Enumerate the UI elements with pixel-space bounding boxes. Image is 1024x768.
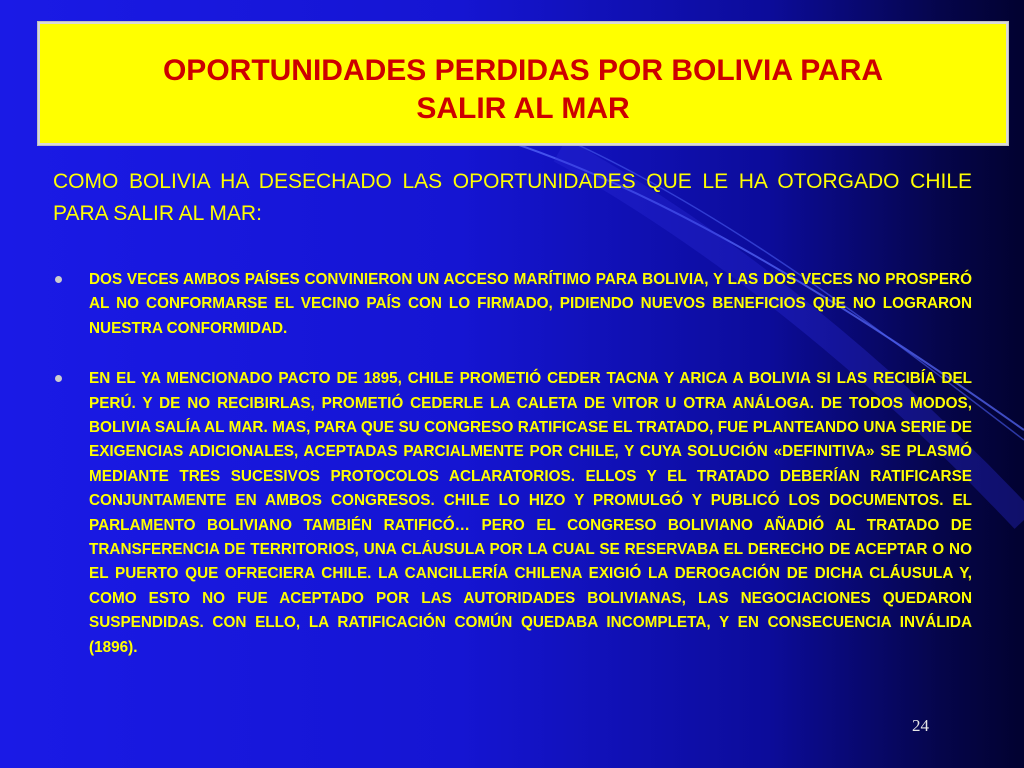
bullet-text: EN EL YA MENCIONADO PACTO DE 1895, CHILE PROMETIÓ CEDER TACNA Y ARICA A BOLIVIA SI LAS RECIBÍA DEL PERÚ. Y DE NO RECIBIRLAS, PROMETIÓ CEDERLE LA CALETA DE VITOR U OTRA ANÁLOGA. DE TODOS MODOS, BOLIVIA SALÍA AL MAR. MAS, PARA QUE SU CONGRESO RATIFICASE EL TRATADO, FUE PLANTEANDO UNA SERIE DE EXIGENCIAS ADICIONALES, ACEPTADAS PARCIALMENTE POR CHILE, Y CUYA SOLUCIÓN «DEFINITIVA» SE PLASMÓ MEDIANTE TRES SUCESIVOS PROTOCOLOS ACLARATORIOS. ELLOS Y EL TRATADO DEBERÍAN RATIFICARSE CONJUNTAMENTE EN AMBOS CONGRESOS. CHILE LO HIZO Y PROMULGÓ Y PUBLICÓ LOS DOCUMENTOS. EL PARLAMENTO BOLIVIANO TAMBIÉN RATIFICÓ… PERO EL CONGRESO BOLIVIANO AÑADIÓ AL TRATADO DE TRANSFERENCIA DE TERRITORIOS, UNA CLÁUSULA POR LA CUAL SE RESERVABA EL DERECHO DE ACEPTAR O NO EL PUERTO QUE OFRECIERA CHILE. LA CANCILLERÍA CHILENA EXIGIÓ LA DEROGACIÓN DE DICHA CLÁUSULA Y, COMO ESTO NO FUE ACEPTADO POR LAS AUTORIDADES BOLIVIANAS, LAS NEGOCIACIONES QUEDARON SUSPENDIDAS. CON ELLO, LA RATIFICACIÓN COMÚN QUEDABA INCOMPLETA, Y EN CONSECUENCIA INVÁLIDA (1896). xyxy=(89,370,972,656)
bullet-list xyxy=(53,268,972,686)
title-box xyxy=(38,22,1008,145)
bullet-text: DOS VECES AMBOS PAÍSES CONVINIERON UN ACCESO MARÍTIMO PARA BOLIVIA, Y LAS DOS VECES NO PROSPERÓ AL NO CONFORMARSE EL VECINO PAÍS CON LO FIRMADO, PIDIENDO NUEVOS BENEFICIOS QUE NO LOGRARON NUESTRA CONFORMIDAD. xyxy=(89,271,972,337)
bullet-icon xyxy=(55,375,62,382)
page-number: 24 xyxy=(912,716,929,735)
bullet-item xyxy=(53,268,972,341)
slide-title: OPORTUNIDADES PERDIDAS POR BOLIVIA PARA SALIR AL MAR xyxy=(162,54,884,125)
bullet-icon xyxy=(55,276,62,283)
intro-text: COMO BOLIVIA HA DESECHADO LAS OPORTUNIDADES QUE LE HA OTORGADO CHILE PARA SALIR AL MAR: xyxy=(53,170,972,225)
bullet-item xyxy=(53,367,972,660)
